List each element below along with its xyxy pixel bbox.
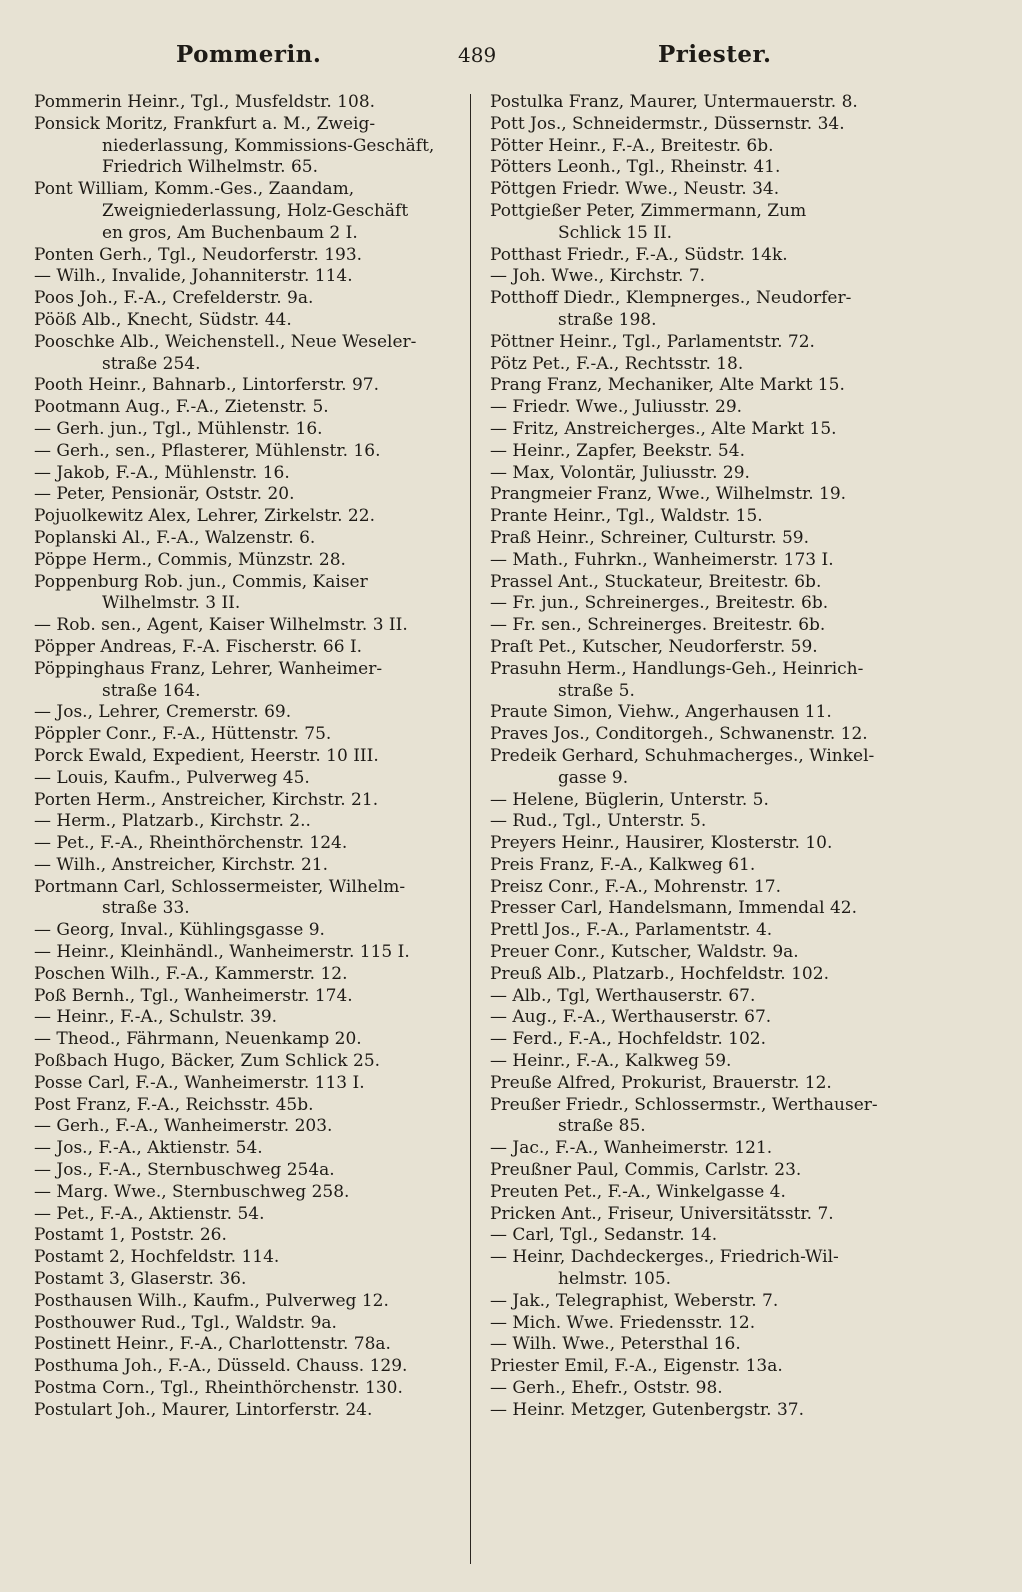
directory-entry: Poos Joh., F.-A., Crefelderstr. 9a. [34, 288, 314, 309]
directory-entry: — Heinr., F.-A., Schulstr. 39. [34, 1007, 278, 1028]
directory-entry: Poppenburg Rob. jun., Commis, Kaiser [34, 571, 368, 592]
directory-entry: Posthouwer Rud., Tgl., Waldstr. 9a. [34, 1312, 337, 1333]
directory-entry: Pöttner Heinr., Tgl., Parlamentstr. 72. [490, 331, 815, 352]
directory-entry: Poplanski Al., F.-A., Walzenstr. 6. [34, 527, 316, 548]
directory-entry: Posse Carl, F.-A., Wanheimerstr. 113 I. [34, 1072, 365, 1093]
directory-entry: Prangmeier Franz, Wwe., Wilhelmstr. 19. [490, 484, 847, 505]
directory-entry: Presser Carl, Handelsmann, Immendal 42. [490, 898, 858, 919]
entry-continuation-line: en gros, Am Buchenbaum 2 I. [102, 222, 358, 243]
directory-entry: — Mich. Wwe. Friedensstr. 12. [490, 1312, 756, 1333]
directory-entry: — Gerh., Ehefr., Oststr. 98. [490, 1378, 723, 1399]
directory-entry: Preußer Friedr., Schlossermstr., Werthauser- [490, 1094, 878, 1115]
directory-entry: Postamt 3, Glaserstr. 36. [34, 1269, 247, 1290]
directory-entry: Pooth Heinr., Bahnarb., Lintorferstr. 97. [34, 375, 380, 396]
directory-entry: Postamt 1, Poststr. 26. [34, 1225, 227, 1246]
directory-entry: Postinett Heinr., F.-A., Charlottenstr. 78a. [34, 1334, 391, 1355]
directory-entry: — Gerh., F.-A., Wanheimerstr. 203. [34, 1116, 333, 1137]
directory-entry: Praute Simon, Viehw., Angerhausen 11. [490, 702, 832, 723]
directory-entry: — Jos., Lehrer, Cremerstr. 69. [34, 702, 292, 723]
directory-entry: — Helene, Büglerin, Unterstr. 5. [490, 789, 769, 810]
directory-entry: — Pet., F.-A., Aktienstr. 54. [34, 1203, 265, 1224]
directory-entry: — Heinr., Zapfer, Beekstr. 54. [490, 440, 745, 461]
directory-entry: — Heinr., F.-A., Kalkweg 59. [490, 1051, 732, 1072]
directory-entry: — Gerh., sen., Pflasterer, Mühlenstr. 16. [34, 440, 381, 461]
directory-entry: — Herm., Platzarb., Kirchstr. 2.. [34, 811, 311, 832]
entry-continuation-line: Schlick 15 II. [558, 222, 673, 243]
directory-entry: — Gerh. jun., Tgl., Mühlenstr. 16. [34, 418, 323, 439]
directory-entry: Porck Ewald, Expedient, Heerstr. 10 III. [34, 745, 379, 766]
directory-entry: Poß Bernh., Tgl., Wanheimerstr. 174. [34, 985, 353, 1006]
directory-entry: Pöpper Andreas, F.-A. Fischerstr. 66 I. [34, 636, 363, 657]
directory-entry: Preisz Conr., F.-A., Mohrenstr. 17. [490, 876, 781, 897]
entry-continuation-line: straße 5. [558, 680, 635, 701]
directory-entry: Pötter Heinr., F.-A., Breitestr. 6b. [490, 135, 774, 156]
directory-entry: — Wilh., Invalide, Johanniterstr. 114. [34, 266, 353, 287]
entry-continuation-line: straße 33. [102, 898, 190, 919]
directory-entry: — Rob. sen., Agent, Kaiser Wilhelmstr. 3 II. [34, 615, 408, 636]
directory-entry: Preuer Conr., Kutscher, Waldstr. 9a. [490, 942, 799, 963]
directory-entry: Pöppinghaus Franz, Lehrer, Wanheimer- [34, 658, 383, 679]
directory-entry: Pöppe Herm., Commis, Münzstr. 28. [34, 549, 346, 570]
directory-entry: — Jak., Telegraphist, Weberstr. 7. [490, 1290, 779, 1311]
right-column [490, 92, 950, 1570]
directory-entry: — Joh. Wwe., Kirchstr. 7. [490, 266, 706, 287]
directory-entry: Post Franz, F.-A., Reichsstr. 45b. [34, 1094, 314, 1115]
directory-entry: Preußner Paul, Commis, Carlstr. 23. [490, 1160, 802, 1181]
directory-entry: Posthausen Wilh., Kaufm., Pulverweg 12. [34, 1290, 389, 1311]
directory-entry: Pootmann Aug., F.-A., Zietenstr. 5. [34, 397, 329, 418]
directory-entry: Poßbach Hugo, Bäcker, Zum Schlick 25. [34, 1051, 381, 1072]
directory-entry: Preuß Alb., Platzarb., Hochfeldstr. 102. [490, 963, 829, 984]
page-header [0, 34, 1022, 74]
entry-continuation-line: Wilhelmstr. 3 II. [102, 593, 241, 614]
directory-entry: — Fr. sen., Schreinerges. Breitestr. 6b. [490, 615, 826, 636]
directory-entry: Pöttgen Friedr. Wwe., Neustr. 34. [490, 179, 780, 200]
directory-entry: — Math., Fuhrkn., Wanheimerstr. 173 I. [490, 549, 834, 570]
directory-entry: Prassel Ant., Stuckateur, Breitestr. 6b. [490, 571, 822, 592]
directory-entry: Ponsick Moritz, Frankfurt a. M., Zweig- [34, 113, 376, 134]
header-right-keyword: Priester. [658, 41, 772, 68]
directory-entry: Pötters Leonh., Tgl., Rheinstr. 41. [490, 157, 781, 178]
directory-entry: — Theod., Fährmann, Neuenkamp 20. [34, 1029, 362, 1050]
entry-continuation-line: straße 254. [102, 353, 201, 374]
page-number: 489 [458, 43, 497, 67]
directory-entry: Potthoff Diedr., Klempnerges., Neudorfer- [490, 288, 852, 309]
entry-continuation-line: niederlassung, Kommissions-Geschäft, [102, 135, 435, 156]
directory-entry: — Jos., F.-A., Aktienstr. 54. [34, 1138, 263, 1159]
entry-continuation-line: straße 85. [558, 1116, 646, 1137]
directory-entry: Pötz Pet., F.-A., Rechtsstr. 18. [490, 353, 744, 374]
directory-entry: — Friedr. Wwe., Juliusstr. 29. [490, 397, 743, 418]
directory-entry: Preuße Alfred, Prokurist, Brauerstr. 12. [490, 1072, 832, 1093]
directory-entry: — Heinr. Metzger, Gutenbergstr. 37. [490, 1399, 804, 1420]
directory-entry: Prang Franz, Mechaniker, Alte Markt 15. [490, 375, 845, 396]
directory-entry: Preuten Pet., F.-A., Winkelgasse 4. [490, 1181, 786, 1202]
directory-entry: — Aug., F.-A., Werthauserstr. 67. [490, 1007, 772, 1028]
entry-continuation-line: straße 164. [102, 680, 201, 701]
directory-entry: — Louis, Kaufm., Pulverweg 45. [34, 767, 310, 788]
entry-continuation-line: Zweigniederlassung, Holz-Geschäft [102, 200, 409, 221]
directory-entry: Prettl Jos., F.-A., Parlamentstr. 4. [490, 920, 773, 941]
directory-entry: Pott Jos., Schneidermstr., Düssernstr. 34. [490, 113, 845, 134]
directory-entry: — Alb., Tgl, Werthauserstr. 67. [490, 985, 756, 1006]
directory-entry: Pooschke Alb., Weichenstell., Neue Weseler- [34, 331, 417, 352]
column-divider [470, 94, 471, 1564]
directory-entry: Praß Heinr., Schreiner, Culturstr. 59. [490, 527, 809, 548]
directory-entry: — Carl, Tgl., Sedanstr. 14. [490, 1225, 718, 1246]
directory-entry: — Wilh. Wwe., Petersthal 16. [490, 1334, 741, 1355]
directory-entry: — Jac., F.-A., Wanheimerstr. 121. [490, 1138, 773, 1159]
directory-entry: — Marg. Wwe., Sternbuschweg 258. [34, 1181, 350, 1202]
directory-entry: — Wilh., Anstreicher, Kirchstr. 21. [34, 854, 329, 875]
directory-entry: Prasuhn Herm., Handlungs-Geh., Heinrich- [490, 658, 864, 679]
directory-entry: — Jakob, F.-A., Mühlenstr. 16. [34, 462, 290, 483]
directory-entry: — Fritz, Anstreicherges., Alte Markt 15. [490, 418, 837, 439]
directory-entry: Preis Franz, F.-A., Kalkweg 61. [490, 854, 756, 875]
directory-entry: — Heinr, Dachdeckerges., Friedrich-Wil- [490, 1247, 839, 1268]
directory-entry: Pööß Alb., Knecht, Südstr. 44. [34, 309, 292, 330]
directory-entry: Pottgießer Peter, Zimmermann, Zum [490, 200, 807, 221]
directory-entry: Pojuolkewitz Alex, Lehrer, Zirkelstr. 22. [34, 506, 375, 527]
directory-entry: Pöppler Conr., F.-A., Hüttenstr. 75. [34, 724, 332, 745]
directory-entry: Postulart Joh., Maurer, Lintorferstr. 24. [34, 1399, 373, 1420]
directory-entry: — Heinr., Kleinhändl., Wanheimerstr. 115 I. [34, 942, 410, 963]
directory-entry: — Georg, Inval., Kühlingsgasse 9. [34, 920, 325, 941]
directory-entry: Ponten Gerh., Tgl., Neudorferstr. 193. [34, 244, 363, 265]
directory-entry: — Fr. jun., Schreinerges., Breitestr. 6b. [490, 593, 829, 614]
directory-entry: Portmann Carl, Schlossermeister, Wilhelm- [34, 876, 406, 897]
directory-entry: Prante Heinr., Tgl., Waldstr. 15. [490, 506, 763, 527]
header-left-keyword: Pommerin. [176, 41, 322, 68]
directory-entry: — Pet., F.-A., Rheinthörchenstr. 124. [34, 833, 348, 854]
directory-entry: — Jos., F.-A., Sternbuschweg 254a. [34, 1160, 335, 1181]
directory-entry: — Rud., Tgl., Unterstr. 5. [490, 811, 707, 832]
directory-entry: Poschen Wilh., F.-A., Kammerstr. 12. [34, 963, 348, 984]
directory-entry: Potthast Friedr., F.-A., Südstr. 14k. [490, 244, 788, 265]
directory-entry: — Max, Volontär, Juliusstr. 29. [490, 462, 750, 483]
directory-entry: Postma Corn., Tgl., Rheinthörchenstr. 130. [34, 1378, 403, 1399]
directory-entry: Postulka Franz, Maurer, Untermauerstr. 8. [490, 92, 858, 112]
entry-continuation-line: straße 198. [558, 309, 657, 330]
directory-entry: Preyers Heinr., Hausirer, Klosterstr. 10. [490, 833, 833, 854]
directory-entry: — Peter, Pensionär, Oststr. 20. [34, 484, 295, 505]
directory-entry: Praves Jos., Conditorgeh., Schwanenstr. 12. [490, 724, 868, 745]
directory-entry: Postamt 2, Hochfeldstr. 114. [34, 1247, 280, 1268]
directory-entry: Pricken Ant., Friseur, Universitätsstr. 7. [490, 1203, 834, 1224]
directory-entry: Pommerin Heinr., Tgl., Musfeldstr. 108. [34, 92, 376, 112]
directory-entry: — Ferd., F.-A., Hochfeldstr. 102. [490, 1029, 767, 1050]
entry-continuation-line: helmstr. 105. [558, 1269, 672, 1290]
left-column [34, 92, 466, 1570]
directory-entry: Posthuma Joh., F.-A., Düsseld. Chauss. 129. [34, 1356, 408, 1377]
entry-continuation-line: gasse 9. [558, 767, 629, 788]
directory-entry: Porten Herm., Anstreicher, Kirchstr. 21. [34, 789, 379, 810]
directory-entry: Praſt Pet., Kutscher, Neudorferstr. 59. [490, 636, 818, 657]
entry-continuation-line: Friedrich Wilhelmstr. 65. [102, 157, 319, 178]
directory-entry: Priester Emil, F.-A., Eigenstr. 13a. [490, 1356, 783, 1377]
directory-entry: Predeik Gerhard, Schuhmacherges., Winkel- [490, 745, 875, 766]
directory-entry: Pont William, Komm.-Ges., Zaandam, [34, 179, 355, 200]
